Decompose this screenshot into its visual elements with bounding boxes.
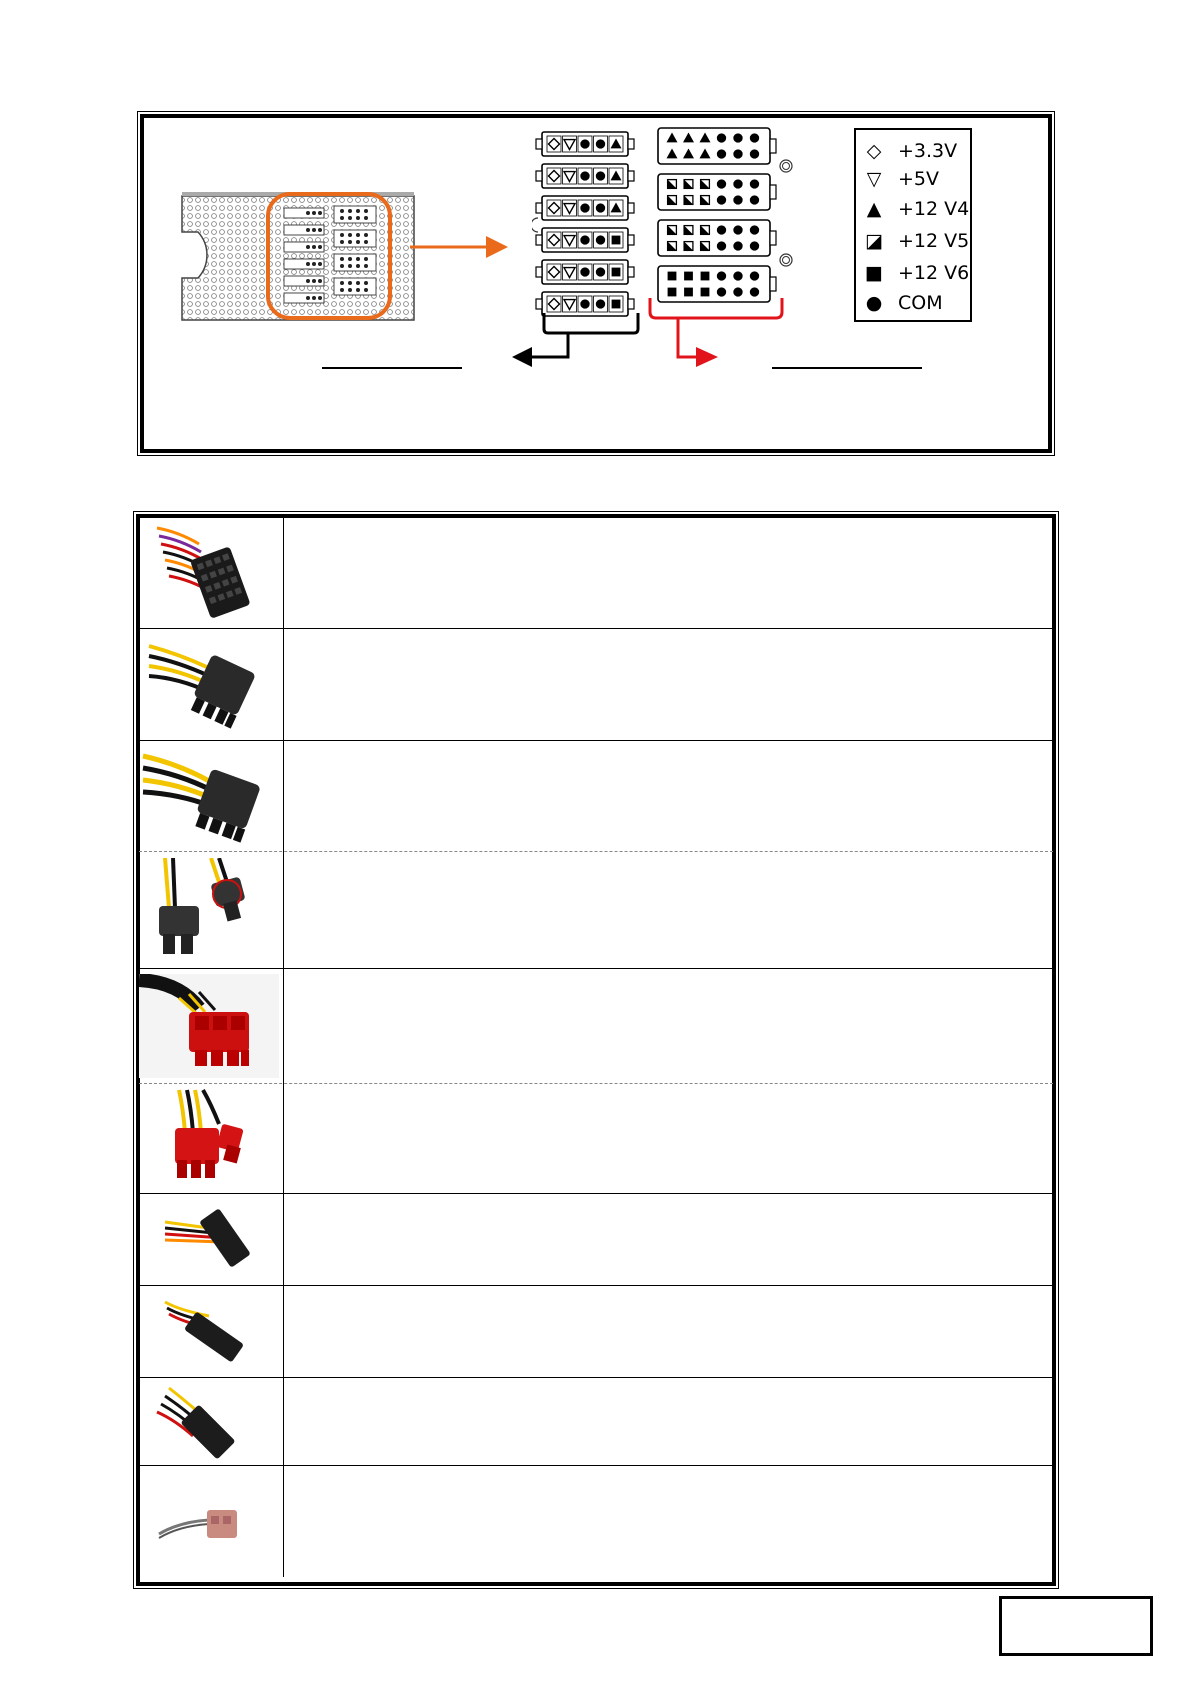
legend-item — [856, 290, 970, 320]
mounting-hole — [532, 218, 538, 232]
row-divider — [139, 1377, 1053, 1378]
pin-com-symbol — [733, 179, 742, 188]
pin-com-symbol — [717, 225, 726, 234]
row-divider — [139, 628, 1053, 629]
connector-latch — [770, 185, 776, 199]
pin-12v6-symbol — [684, 272, 693, 281]
row-divider — [139, 1193, 1053, 1194]
pin-com-symbol — [717, 271, 726, 280]
pin-com-symbol — [596, 203, 605, 212]
pin-12v6-symbol — [612, 236, 621, 245]
pin-com-symbol — [733, 195, 742, 204]
pin-com-symbol — [596, 235, 605, 244]
legend-item — [856, 138, 970, 168]
label-underline-right — [772, 367, 922, 369]
pin-com-symbol — [580, 139, 589, 148]
legend-label: COM — [898, 292, 943, 314]
connector-latch — [628, 235, 634, 245]
row-divider — [139, 1083, 1053, 1084]
legend-symbol: ● — [865, 292, 883, 314]
pin-com-symbol — [733, 271, 742, 280]
molex-connector-icon — [139, 1382, 279, 1462]
legend-label: +12 V4 — [898, 198, 970, 220]
pin-com-symbol — [580, 267, 589, 276]
connector-latch — [770, 139, 776, 153]
legend-label: +3.3V — [898, 140, 958, 162]
pin-com-symbol — [596, 171, 605, 180]
orange-arrow-icon — [410, 232, 510, 262]
pin-com-symbol — [717, 241, 726, 250]
pin-com-symbol — [733, 225, 742, 234]
connector-latch — [536, 203, 542, 213]
legend-item — [856, 228, 970, 258]
voltage-legend — [854, 128, 972, 322]
pcie-8pin-connector-icon — [139, 974, 279, 1078]
row-divider — [139, 1285, 1053, 1286]
legend-label: +12 V6 — [898, 262, 970, 284]
row-divider — [139, 968, 1053, 969]
pin-12v6-symbol — [668, 272, 677, 281]
pin-com-symbol — [717, 149, 726, 158]
pin-com-symbol — [596, 267, 605, 276]
pin-com-symbol — [596, 139, 605, 148]
connector-latch — [628, 267, 634, 277]
psu-panel-illustration — [178, 188, 418, 328]
legend-symbol: ◪ — [865, 230, 883, 252]
connector-latch — [536, 139, 542, 149]
connector-latch — [770, 231, 776, 245]
pin-com-symbol — [733, 133, 742, 142]
pin-com-symbol — [750, 241, 759, 250]
pin-com-symbol — [750, 133, 759, 142]
label-underline-left — [322, 367, 462, 369]
connector-latch — [770, 277, 776, 291]
pin-com-symbol — [717, 133, 726, 142]
page-number-box — [999, 1596, 1153, 1656]
legend-symbol: ■ — [865, 262, 883, 284]
pin-com-symbol — [580, 171, 589, 180]
legend-symbol: ▽ — [866, 168, 882, 190]
pin-com-symbol — [750, 195, 759, 204]
atx-24pin-connector-icon — [139, 522, 279, 622]
legend-item — [856, 196, 970, 226]
pin-12v6-symbol — [701, 272, 710, 281]
pin-com-symbol — [733, 241, 742, 250]
connector-latch — [628, 139, 634, 149]
twelve-pin-connector — [658, 128, 770, 164]
eps-8pin-connector-icon — [139, 634, 279, 734]
connector-latch — [536, 171, 542, 181]
row-divider — [139, 740, 1053, 741]
cpu-4plus4-connector-icon — [139, 858, 279, 962]
twelve-pin-bracket-arrow — [644, 290, 794, 370]
connector-latch — [628, 203, 634, 213]
cable-table — [136, 514, 1056, 1580]
mounting-hole-inner — [783, 257, 790, 264]
legend-label: +12 V5 — [898, 230, 970, 252]
mounting-hole — [780, 160, 792, 172]
connector-latch — [536, 235, 542, 245]
legend-symbol: ◇ — [866, 140, 882, 162]
connector-latch — [536, 267, 542, 277]
pin-com-symbol — [717, 195, 726, 204]
sata-connector-icon — [139, 1292, 279, 1372]
legend-item — [856, 260, 970, 290]
pin-com-symbol — [717, 179, 726, 188]
sata-connector-icon — [139, 1200, 279, 1280]
table-column-divider — [283, 517, 284, 1577]
eps-8pin-connector-icon — [139, 746, 279, 846]
mounting-hole-inner — [783, 163, 790, 170]
pin-com-symbol — [750, 271, 759, 280]
row-divider — [139, 1465, 1053, 1466]
row-divider — [139, 851, 1053, 852]
six-pin-bracket-arrow — [510, 305, 640, 375]
legend-label: +5V — [898, 168, 940, 190]
pin-com-symbol — [750, 149, 759, 158]
pin-com-symbol — [750, 179, 759, 188]
legend-item — [856, 166, 970, 196]
pin-com-symbol — [580, 235, 589, 244]
connector-latch — [628, 171, 634, 181]
pin-com-symbol — [750, 225, 759, 234]
pin-com-symbol — [733, 149, 742, 158]
floppy-connector-icon — [139, 1474, 279, 1574]
legend-symbol: ▲ — [866, 198, 882, 220]
mounting-hole — [780, 254, 792, 266]
pcie-6plus2-connector-icon — [139, 1088, 279, 1192]
pin-com-symbol — [580, 203, 589, 212]
pin-12v6-symbol — [612, 268, 621, 277]
